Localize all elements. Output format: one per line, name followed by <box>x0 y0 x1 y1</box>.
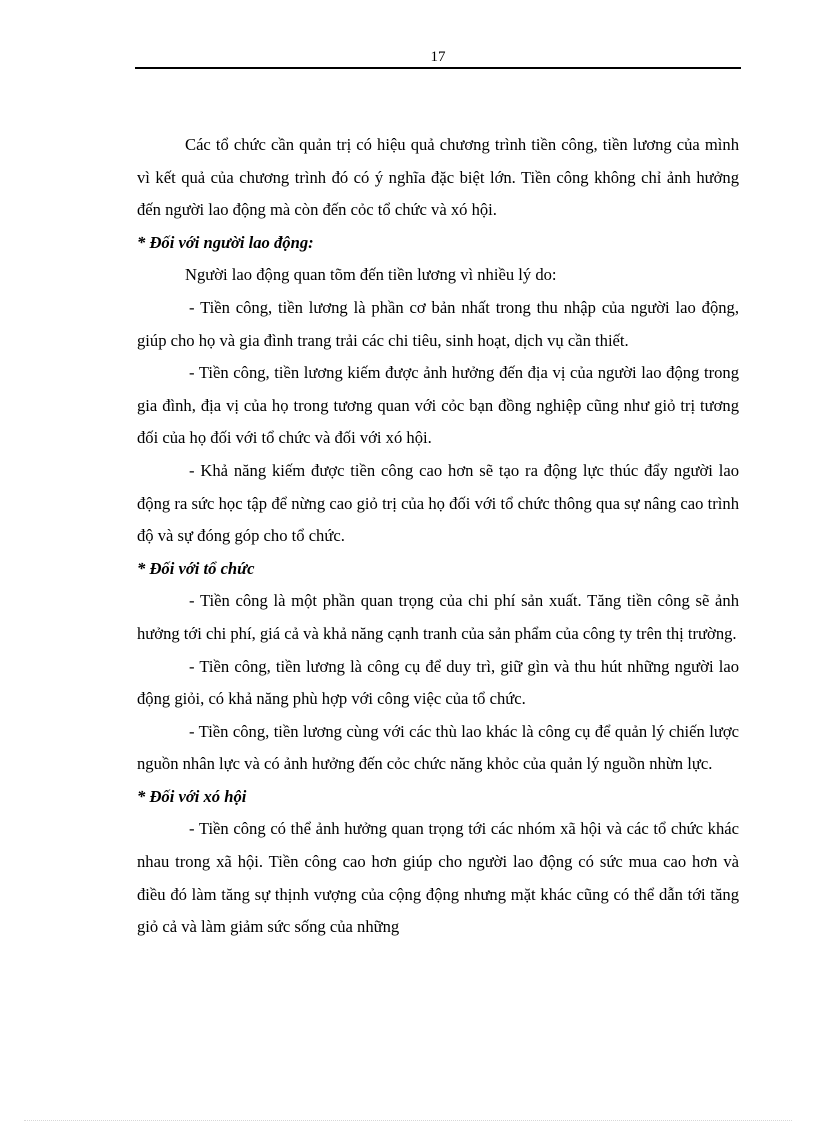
bullet-paragraph: - Tiền công, tiền lương là phần cơ bản nhất trong thu nhập của người lao động, giúp cho họ và gia đình trang trải các chi tiêu, sinh hoạt, dịch vụ cần thiết. <box>137 297 739 350</box>
page-number: 17 <box>430 49 446 65</box>
bullet-paragraph: - Tiền công, tiền lương là công cụ để duy trì, giữ gìn và thu hút những người lao động giỏi, có khả năng phù hợp với công việc của tổ chức. <box>137 656 739 709</box>
bullet-paragraph: - Tiền công là một phần quan trọng của chi phí sản xuất. Tăng tiền công sẽ ảnh hưởng tới chi phí, giá cả và khả năng cạnh tranh của sản phẩm của công ty trên thị trường. <box>137 591 739 643</box>
bullet-paragraph: - Tiền công, tiền lương cùng với các thù lao khác là công cụ để quản lý chiến lược nguồn nhân lực và có ảnh hưởng đến cỏc chức năng khỏc của quản lý nguồn nhừn lực. <box>137 721 739 774</box>
section-heading-employee: * Đối với người lao động: <box>137 232 314 252</box>
paragraph: Người lao động quan tõm đến tiền lương vì nhiều lý do: <box>185 265 557 285</box>
header-rule <box>135 67 741 69</box>
bullet-paragraph: - Tiền công, tiền lương kiếm được ảnh hưởng đến địa vị của người lao động trong gia đình, địa vị của họ trong tương quan với cỏc bạn đồng nghiệp cũng như giỏ trị tương đối của họ đối với tổ chức và đối với xó hội. <box>137 363 739 448</box>
section-heading-society: * Đối với xó hội <box>137 786 247 806</box>
paragraph: Các tổ chức cần quản trị có hiệu quả chương trình tiền công, tiền lương của mình vì kết quả của chương trình đó có ý nghĩa đặc biệt lớn. Tiền công không chỉ ảnh hưởng đến người lao động mà còn đến cỏc tổ chức và xó hội. <box>137 135 739 220</box>
bullet-paragraph: - Tiền công có thể ảnh hưởng quan trọng tới các nhóm xã hội và các tổ chức khác nhau trong xã hội. Tiền công cao hơn giúp cho người lao động có sức mua cao hơn và điều đó làm tăng sự thịnh vượng của cộng động nhưng mặt khác cũng có thể dẫn tới tăng giỏ cả và làm giảm sức sống của những <box>137 819 739 937</box>
page-bottom-border <box>24 1120 792 1121</box>
document-body <box>137 129 739 944</box>
bullet-paragraph: - Khả năng kiếm được tiền công cao hơn sẽ tạo ra động lực thúc đẩy người lao động ra sức học tập để nừng cao giỏ trị của họ đối với tổ chức thông qua sự nâng cao trình độ và sự đóng góp cho tổ chức. <box>137 460 739 546</box>
section-heading-organization: * Đối với tổ chức <box>137 558 255 578</box>
